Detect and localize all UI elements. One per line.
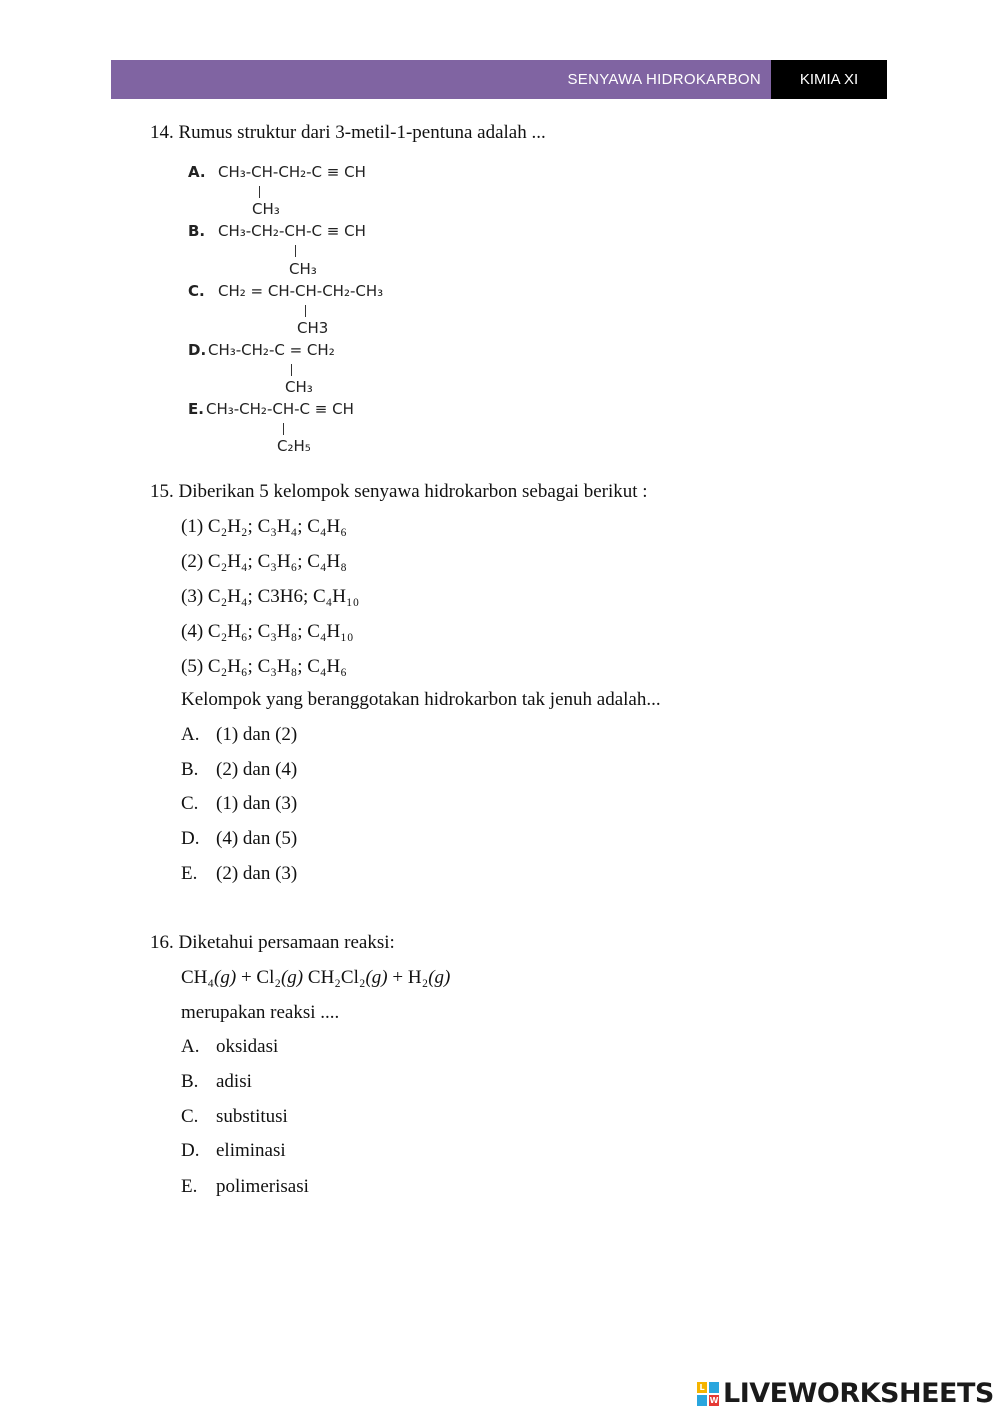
q16-option-d-letter: D. bbox=[181, 1140, 200, 1161]
q14-option-a-letter: A. bbox=[188, 163, 206, 181]
q16-equation: CH₄(g) + Cl₂(g) CH₂Cl₂(g) + H₂(g) bbox=[181, 967, 451, 988]
q16-option-b-letter: B. bbox=[181, 1071, 199, 1092]
q16-option-a-text: oksidasi bbox=[216, 1036, 279, 1057]
q15-option-e-text: (2) dan (3) bbox=[216, 863, 298, 884]
q15-group-2: (2) C₂H₄; C₃H₆; C₄H₈ bbox=[181, 551, 347, 572]
q14-option-b-bond bbox=[295, 245, 296, 257]
liveworksheets-logo[interactable] bbox=[697, 1377, 995, 1411]
q14-option-e-letter: E. bbox=[188, 400, 204, 418]
header-subject: SENYAWA HIDROKARBON bbox=[567, 71, 761, 88]
q16-question: merupakan reaksi .... bbox=[181, 1002, 340, 1023]
q14-stem: 14. Rumus struktur dari 3-metil-1-pentuna adalah ... bbox=[150, 122, 546, 143]
q14-option-b-branch: CH₃ bbox=[289, 260, 317, 278]
q14-option-d-letter: D. bbox=[188, 341, 207, 359]
q15-option-d-letter: D. bbox=[181, 828, 200, 849]
logo-letter-w: W bbox=[709, 1396, 719, 1405]
q14-option-d-branch: CH₃ bbox=[285, 378, 313, 396]
q16-option-b-text: adisi bbox=[216, 1071, 252, 1092]
q14-option-a-branch: CH₃ bbox=[252, 200, 280, 218]
q16-option-e-text: polimerisasi bbox=[216, 1176, 309, 1197]
q14-option-c-bond bbox=[305, 305, 306, 317]
q14-option-c-branch: CH3 bbox=[297, 319, 329, 337]
q15-group-4: (4) C₂H₆; C₃H₈; C₄H₁₀ bbox=[181, 621, 354, 642]
q15-option-c-text: (1) dan (3) bbox=[216, 793, 298, 814]
q16-stem: 16. Diketahui persamaan reaksi: bbox=[150, 932, 395, 953]
q16-option-a-letter: A. bbox=[181, 1036, 200, 1057]
q14-option-e-branch: C₂H₅ bbox=[277, 437, 311, 455]
q15-question: Kelompok yang beranggotakan hidrokarbon tak jenuh adalah... bbox=[181, 689, 661, 710]
q15-option-b-text: (2) dan (4) bbox=[216, 759, 298, 780]
q15-option-e-letter: E. bbox=[181, 863, 198, 884]
q15-group-5: (5) C₂H₆; C₃H₈; C₄H₆ bbox=[181, 656, 347, 677]
q16-option-e-letter: E. bbox=[181, 1176, 198, 1197]
q16-option-c-text: substitusi bbox=[216, 1106, 288, 1127]
q16-option-d-text: eliminasi bbox=[216, 1140, 286, 1161]
logo-letter-l: L bbox=[699, 1383, 705, 1392]
q15-option-c-letter: C. bbox=[181, 793, 199, 814]
header-grade: KIMIA XI bbox=[771, 60, 887, 99]
q15-option-b-letter: B. bbox=[181, 759, 199, 780]
q14-option-c-letter: C. bbox=[188, 282, 205, 300]
q14-option-a-formula: CH₃-CH-CH₂-C ≡ CH bbox=[218, 163, 366, 181]
q15-option-a-letter: A. bbox=[181, 724, 200, 745]
q15-option-a-text: (1) dan (2) bbox=[216, 724, 298, 745]
header-bar bbox=[111, 60, 887, 99]
q15-group-1: (1) C₂H₂; C₃H₄; C₄H₆ bbox=[181, 516, 347, 537]
logo-brand-text: LIVEWORKSHEETS bbox=[723, 1378, 994, 1409]
q14-option-e-bond bbox=[283, 423, 284, 435]
q15-option-d-text: (4) dan (5) bbox=[216, 828, 298, 849]
q15-group-3: (3) C₂H₄; C3H6; C₄H₁₀ bbox=[181, 586, 360, 607]
logo-grid-icon bbox=[697, 1382, 719, 1406]
q15-stem: 15. Diberikan 5 kelompok senyawa hidrokarbon sebagai berikut : bbox=[150, 481, 648, 502]
q14-option-d-formula: CH₃-CH₂-C = CH₂ bbox=[208, 341, 335, 359]
q14-option-b-letter: B. bbox=[188, 222, 206, 240]
q14-option-b-formula: CH₃-CH₂-CH-C ≡ CH bbox=[218, 222, 366, 240]
q14-option-d-bond bbox=[291, 364, 292, 376]
q14-option-e-formula: CH₃-CH₂-CH-C ≡ CH bbox=[206, 400, 354, 418]
q16-option-c-letter: C. bbox=[181, 1106, 199, 1127]
q14-option-a-bond bbox=[259, 186, 260, 198]
q14-option-c-formula: CH₂ = CH-CH-CH₂-CH₃ bbox=[218, 282, 384, 300]
